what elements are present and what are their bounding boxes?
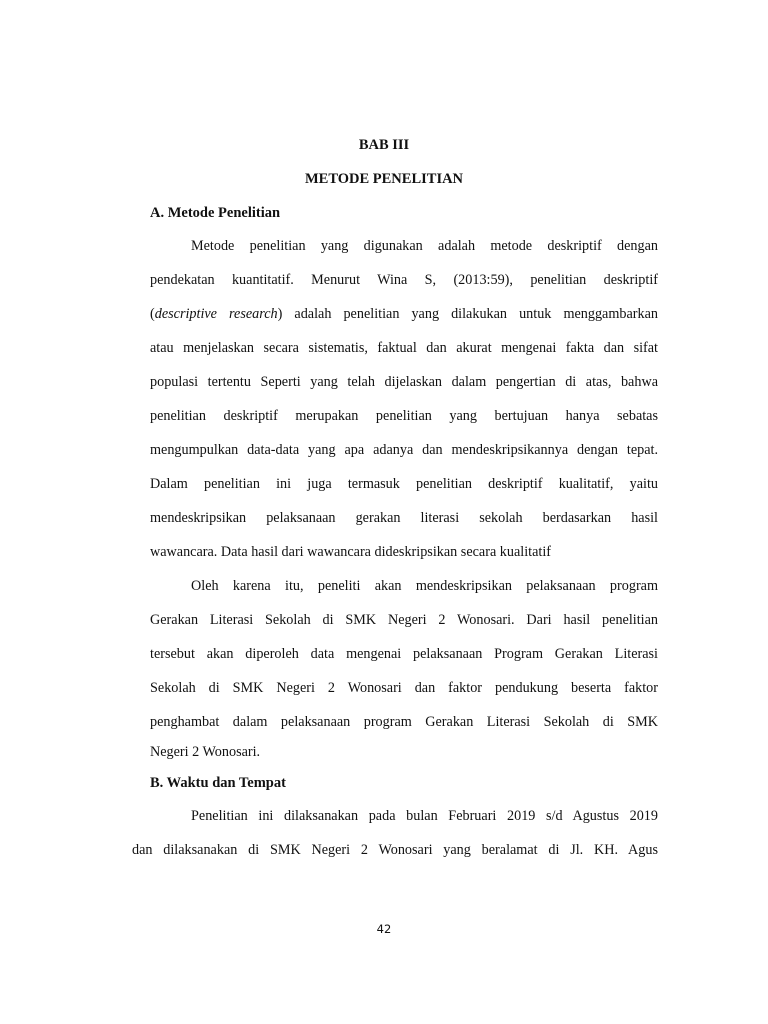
paragraph-line: Penelitian ini dilaksanakan pada bulan Februari 2019 s/d Agustus 2019 [191,808,658,824]
paragraph-line: tersebut akan diperoleh data mengenai pelaksanaan Program Gerakan Literasi [150,646,658,662]
paragraph-line: pendekatan kuantitatif. Menurut Wina S, (2013:59), penelitian deskriptif [150,272,658,288]
chapter-title: METODE PENELITIAN [304,171,464,187]
paragraph-line-italic-phrase: (descriptive research) adalah penelitian yang dilakukan untuk menggambarkan [150,306,658,322]
paragraph-line: Negeri 2 Wonosari. [150,744,261,760]
paragraph-line: Dalam penelitian ini juga termasuk penelitian deskriptif kualitatif, yaitu [150,476,658,492]
section-heading-b: B. Waktu dan Tempat [150,775,286,791]
paragraph-line: penghambat dalam pelaksanaan program Gerakan Literasi Sekolah di SMK [150,714,658,730]
paragraph-line: wawancara. Data hasil dari wawancara dideskripsikan secara kualitatif [150,544,551,560]
paragraph-line: penelitian deskriptif merupakan penelitian yang bertujuan hanya sebatas [150,408,658,424]
paragraph-line: dan dilaksanakan di SMK Negeri 2 Wonosari yang beralamat di Jl. KH. Agus [132,842,658,858]
paragraph-line: mengumpulkan data-data yang apa adanya dan mendeskripsikannya dengan tepat. [150,442,658,458]
paragraph-line: mendeskripsikan pelaksanaan gerakan literasi sekolah berdasarkan hasil [150,510,658,526]
section-heading-a: A. Metode Penelitian [150,205,281,221]
paragraph-line: populasi tertentu Seperti yang telah dijelaskan dalam pengertian di atas, bahwa [150,374,658,390]
paragraph-line: Metode penelitian yang digunakan adalah metode deskriptif dengan [191,238,658,254]
chapter-number: BAB III [358,137,410,153]
paragraph-line: Sekolah di SMK Negeri 2 Wonosari dan faktor pendukung beserta faktor [150,680,658,696]
paragraph-line: Gerakan Literasi Sekolah di SMK Negeri 2 Wonosari. Dari hasil penelitian [150,612,658,628]
paragraph-line: Oleh karena itu, peneliti akan mendeskripsikan pelaksanaan program [191,578,658,594]
italic-term: descriptive research [154,306,278,322]
page-number: 42 [376,922,392,936]
paragraph-line: atau menjelaskan secara sistematis, faktual dan akurat mengenai fakta dan sifat [150,340,658,356]
